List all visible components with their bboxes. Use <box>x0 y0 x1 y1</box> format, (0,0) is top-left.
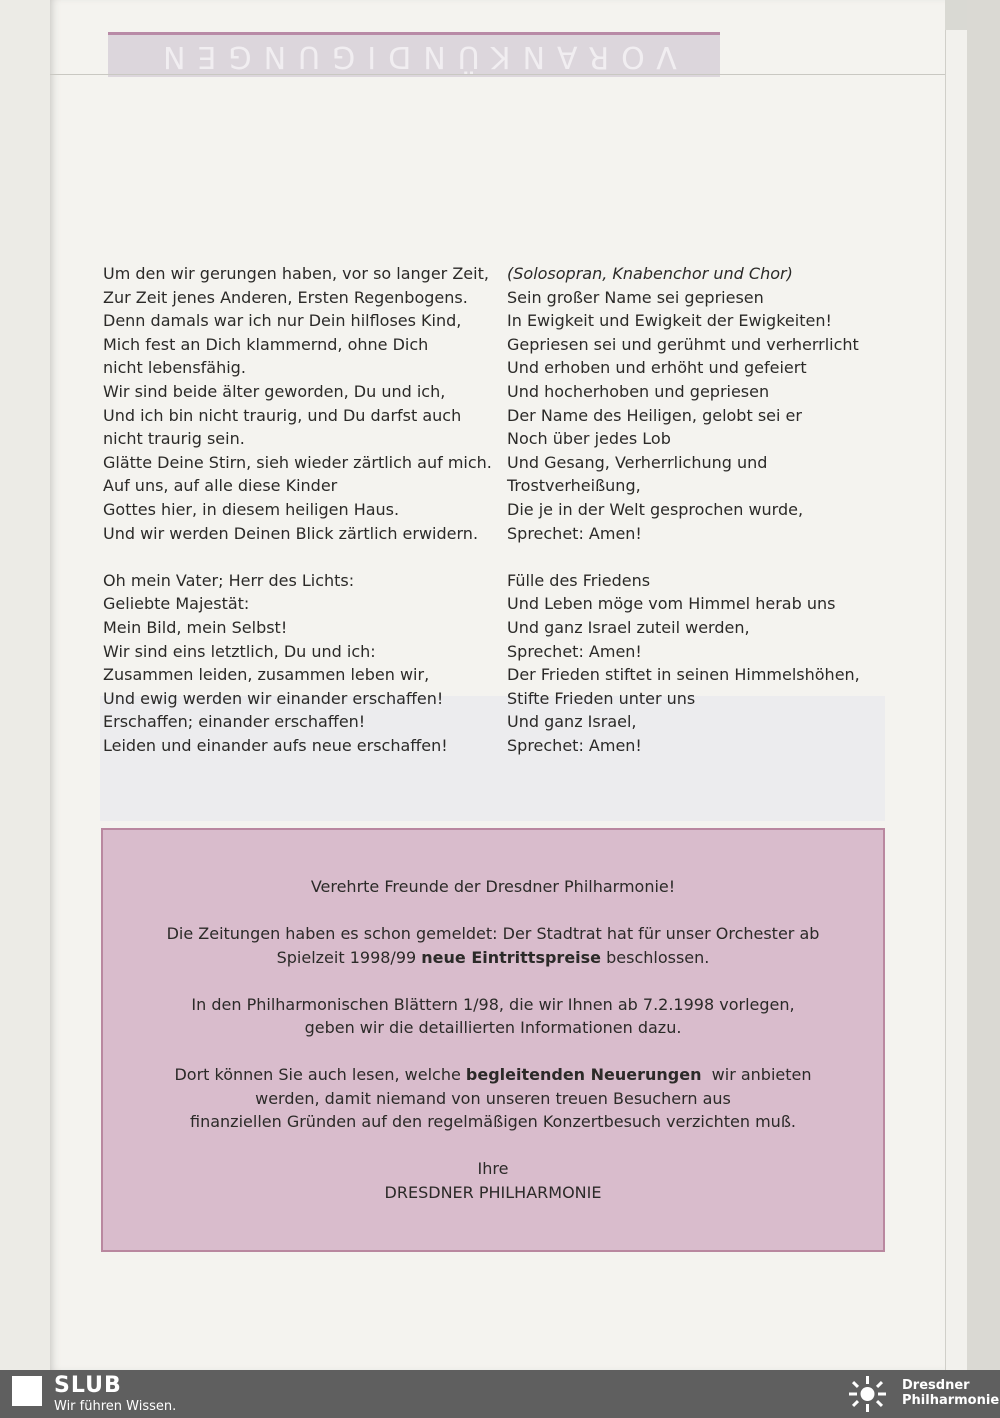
poem-line: Und ganz Israel, <box>507 712 637 732</box>
poem-line: Und ich bin nicht traurig, und Du darfst auch <box>103 405 462 425</box>
notice-signature: DRESDNER PHILHARMONIE <box>384 1182 602 1202</box>
poem-line: Der Frieden stiftet in seinen Himmelshöhen, <box>507 665 860 685</box>
poem-line: Glätte Deine Stirn, sieh wieder zärtlich auf mich. <box>103 452 492 472</box>
notice-emphasis: neue Eintrittspreise <box>421 947 602 967</box>
poem-line: Leiden und einander aufs neue erschaffen! <box>103 735 448 755</box>
poem-line: Wir sind eins letztlich, Du und ich: <box>103 641 376 661</box>
orchestra-name <box>902 1378 999 1408</box>
library-tagline: Wir führen Wissen. <box>54 1399 177 1414</box>
orchestra-name-line: Dresdner <box>902 1378 970 1393</box>
poem-line: Auf uns, auf alle diese Kinder <box>103 476 338 496</box>
stanza-break <box>103 545 503 569</box>
poem-line: Oh mein Vater; Herr des Lichts: <box>103 570 355 590</box>
notice-text: Dort können Sie auch lesen, welche <box>174 1065 466 1084</box>
poem-line: Sprechet: Amen! <box>507 641 642 661</box>
notice-line: geben wir die detaillierten Informationen dazu. <box>304 1018 682 1037</box>
notice-text: wir anbieten <box>701 1065 812 1084</box>
poem-line: Fülle des Friedens <box>507 570 651 590</box>
poem-line: Um den wir gerungen haben, vor so langer Zeit, <box>103 264 489 283</box>
poem-line: (Solosopran, Knabenchor und Chor) <box>507 264 793 283</box>
notice-paragraph-details <box>103 993 883 1040</box>
poem-line: Zur Zeit jenes Anderen, Ersten Regenbogens. <box>103 287 468 307</box>
poem-line: Denn damals war ich nur Dein hilfloses Kind, <box>103 311 462 331</box>
slub-logo-icon <box>12 1376 42 1406</box>
poem-line: Und hocherhoben und gepriesen <box>507 381 770 401</box>
poem-line: Und ganz Israel zuteil werden, <box>507 617 750 637</box>
poem-line: Und Gesang, Verherrlichung und <box>507 452 768 472</box>
poem-line: Und erhoben und erhöht und gefeiert <box>507 358 807 378</box>
notice-text: beschlossen. <box>601 947 710 967</box>
notice-line: werden, damit niemand von unseren treuen Besuchern aus <box>255 1088 731 1108</box>
poem-line: Und Leben möge vom Himmel herab uns <box>507 594 836 614</box>
poem-line: nicht lebensfähig. <box>103 358 246 378</box>
poem-line: Die je in der Welt gesprochen wurde, <box>507 499 804 519</box>
poem-line: Wir sind beide älter geworden, Du und ich, <box>103 381 446 401</box>
section-header-band <box>108 32 720 77</box>
poem-line: Der Name des Heiligen, gelobt sei er <box>507 405 802 425</box>
notice-emphasis: begleitenden Neuerungen <box>465 1065 702 1084</box>
notice-text: Spielzeit 1998/99 <box>276 947 422 967</box>
poem-left-column <box>103 262 503 757</box>
notice-line: Die Zeitungen haben es schon gemeldet: Der Stadtrat hat für unser Orchester ab <box>166 924 820 943</box>
stanza-break <box>507 545 867 569</box>
notice-line: In den Philharmonischen Blättern 1/98, die wir Ihnen ab 7.2.1998 vorlegen, <box>191 994 795 1014</box>
notice-paragraph-prices <box>103 922 883 969</box>
scan-margin <box>967 0 1000 1370</box>
library-name: SLUB <box>54 1373 122 1398</box>
notice-line: finanziellen Gründen auf den regelmäßigen Konzertbesuch verzichten muß. <box>190 1112 796 1131</box>
poem-line: Mich fest an Dich klammernd, ohne Dich <box>103 334 429 354</box>
poem-line: nicht traurig sein. <box>103 429 245 449</box>
notice-greeting: Verehrte Freunde der Dresdner Philharmonie! <box>310 877 676 896</box>
orchestra-logo-icon <box>842 1374 892 1414</box>
notice-line <box>103 946 883 970</box>
poem-line: In Ewigkeit und Ewigkeit der Ewigkeiten! <box>507 311 832 331</box>
poem-line: Erschaffen; einander erschaffen! <box>103 712 366 732</box>
poem-line: Stifte Frieden unter uns <box>507 688 696 708</box>
poem-line: Zusammen leiden, zusammen leben wir, <box>103 665 430 685</box>
poem-line: Sprechet: Amen! <box>507 735 642 755</box>
orchestra-name-line: Philharmonie <box>902 1393 1000 1408</box>
poem-line: Gepriesen sei und gerühmt und verherrlicht <box>507 334 859 354</box>
poem-line: Noch über jedes Lob <box>507 429 671 449</box>
poem-right-column <box>507 262 867 757</box>
poem-line: Und ewig werden wir einander erschaffen! <box>103 688 444 708</box>
poem-line: Gottes hier, in diesem heiligen Haus. <box>103 499 400 519</box>
page-edge-right <box>945 30 968 1370</box>
poem-line: Sprechet: Amen! <box>507 523 642 543</box>
poem-line: Trostverheißung, <box>507 476 641 496</box>
section-title: VORANKÜNDIGUNGEN <box>151 38 677 74</box>
header-divider <box>50 74 945 75</box>
notice-line <box>103 1063 883 1087</box>
notice-box <box>101 828 885 1252</box>
poem-line: Geliebte Majestät: <box>103 594 250 614</box>
notice-paragraph-innovations <box>103 1063 883 1134</box>
poem-line: Und wir werden Deinen Blick zärtlich erwidern. <box>103 523 479 543</box>
poem-line: Sein großer Name sei gepriesen <box>507 287 764 307</box>
footer-bar <box>0 1370 1000 1418</box>
poem-line: Mein Bild, mein Selbst! <box>103 617 288 637</box>
left-page-edge <box>0 0 51 1370</box>
notice-closing: Ihre <box>477 1159 509 1178</box>
